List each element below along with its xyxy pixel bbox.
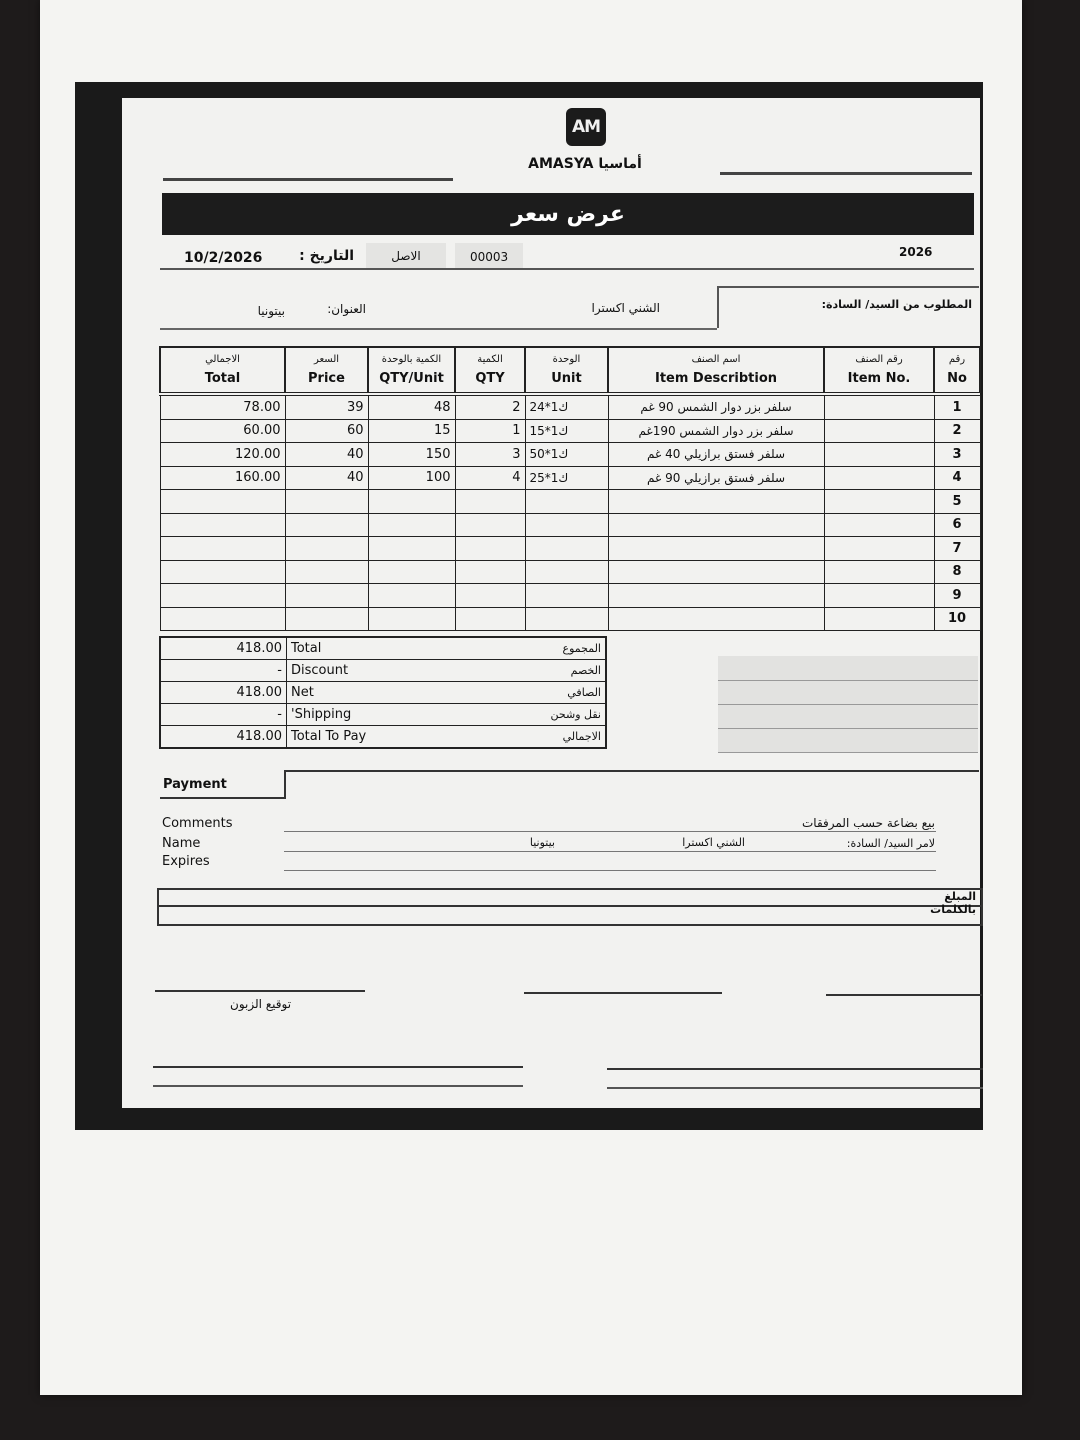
row-price	[285, 560, 368, 584]
totals-row	[160, 682, 606, 704]
order-of-label: لامر السيد/ السادة:	[846, 837, 935, 850]
customer-name: الشني اكسترا	[591, 301, 660, 315]
expires-line	[284, 870, 936, 871]
row-total: 78.00	[160, 394, 285, 419]
name-label: Name	[162, 836, 201, 851]
table-row	[160, 537, 980, 561]
totals-table	[159, 636, 607, 749]
footer-line	[153, 1066, 523, 1068]
row-qty: 3	[455, 443, 525, 467]
row-qty-unit	[368, 560, 455, 584]
col-header-unit: الوحدة Unit	[525, 347, 608, 394]
totals-row	[160, 660, 606, 682]
row-price	[285, 584, 368, 608]
comments-line	[284, 831, 936, 832]
row-qty	[455, 537, 525, 561]
row-item-no	[824, 394, 934, 419]
row-number: 7	[934, 537, 980, 561]
row-total	[160, 537, 285, 561]
totals-amount: -	[160, 660, 287, 682]
totals-label-ar: الصافي	[446, 682, 606, 704]
row-number: 1	[934, 394, 980, 419]
row-qty-unit	[368, 537, 455, 561]
notes-line	[718, 728, 978, 729]
table-row	[160, 560, 980, 584]
row-qty	[455, 490, 525, 514]
year-value: 2026	[899, 245, 933, 259]
row-description	[608, 584, 824, 608]
col-header-qty-unit: الكمية بالوحدة QTY/Unit	[368, 347, 455, 394]
order-of-name: الشني اكسترا	[682, 836, 745, 849]
payment-label: Payment	[163, 777, 227, 792]
table-row	[160, 513, 980, 537]
row-qty-unit: 100	[368, 466, 455, 490]
row-item-no	[824, 419, 934, 443]
row-item-no	[824, 443, 934, 467]
col-header-total: الاجمالي Total	[160, 347, 285, 394]
totals-label-en: Total To Pay	[287, 726, 447, 749]
expires-label: Expires	[162, 854, 210, 869]
date-label: التاريخ :	[299, 248, 354, 264]
row-total: 160.00	[160, 466, 285, 490]
totals-label-en: Net	[287, 682, 447, 704]
company-brand	[520, 156, 650, 172]
row-price: 40	[285, 466, 368, 490]
row-qty-unit	[368, 513, 455, 537]
row-unit	[525, 537, 608, 561]
table-row	[160, 394, 980, 419]
row-number: 2	[934, 419, 980, 443]
totals-label-en: Discount	[287, 660, 447, 682]
row-total	[160, 513, 285, 537]
row-qty-unit	[368, 607, 455, 631]
row-price	[285, 607, 368, 631]
signature-line	[524, 992, 722, 994]
customer-signature-label: توقيع الزبون	[230, 997, 292, 1011]
table-row	[160, 443, 980, 467]
row-unit: ك1*15	[525, 419, 608, 443]
signature-line	[155, 990, 365, 992]
row-unit: ك1*25	[525, 466, 608, 490]
row-total	[160, 584, 285, 608]
totals-amount: -	[160, 704, 287, 726]
header-rule-left	[163, 178, 453, 181]
row-description	[608, 560, 824, 584]
row-price: 39	[285, 394, 368, 419]
col-header-no: رقم No	[934, 347, 980, 394]
row-number: 6	[934, 513, 980, 537]
row-description: سلفر بزر دوار الشمس 190غم	[608, 419, 824, 443]
customer-rule	[160, 328, 717, 330]
row-number: 9	[934, 584, 980, 608]
footer-line	[607, 1087, 983, 1089]
items-table	[159, 346, 981, 631]
comments-label: Comments	[162, 816, 233, 831]
row-number: 3	[934, 443, 980, 467]
row-description	[608, 537, 824, 561]
notes-line	[718, 680, 978, 681]
footer-line	[153, 1085, 523, 1087]
totals-label-en: Total	[287, 637, 447, 660]
row-item-no	[824, 537, 934, 561]
totals-label-ar: الخصم	[446, 660, 606, 682]
row-price	[285, 490, 368, 514]
row-item-no	[824, 466, 934, 490]
amount-in-words-divider	[157, 905, 981, 907]
table-row	[160, 490, 980, 514]
comments-value: بيع بضاعة حسب المرفقات	[801, 816, 935, 830]
col-header-description: اسم الصنف Item Describtion	[608, 347, 824, 394]
row-qty-unit: 48	[368, 394, 455, 419]
totals-row	[160, 637, 606, 660]
row-unit	[525, 584, 608, 608]
name-line	[284, 851, 936, 852]
row-qty	[455, 513, 525, 537]
row-total	[160, 607, 285, 631]
row-total: 60.00	[160, 419, 285, 443]
row-total	[160, 490, 285, 514]
row-qty: 2	[455, 394, 525, 419]
row-price	[285, 537, 368, 561]
row-qty-unit: 15	[368, 419, 455, 443]
brand-arabic: أماسيا	[598, 156, 642, 172]
header-rule-right	[720, 172, 972, 175]
company-logo-icon: AM	[566, 108, 606, 146]
row-total: 120.00	[160, 443, 285, 467]
row-description: سلفر فستق برازيلي 40 غم	[608, 443, 824, 467]
customer-box-corner	[717, 286, 979, 328]
row-description: سلفر بزر دوار الشمس 90 غم	[608, 394, 824, 419]
row-price	[285, 513, 368, 537]
row-number: 4	[934, 466, 980, 490]
totals-row	[160, 704, 606, 726]
row-qty-unit	[368, 490, 455, 514]
table-row	[160, 607, 980, 631]
row-unit	[525, 513, 608, 537]
totals-label-ar: الاجمالي	[446, 726, 606, 749]
row-qty-unit	[368, 584, 455, 608]
totals-label-en: 'Shipping	[287, 704, 447, 726]
address-value: بيتونيا	[257, 304, 285, 318]
amount-in-words-label: المبلغ بالكلمات	[930, 890, 976, 916]
row-number: 10	[934, 607, 980, 631]
totals-amount: 418.00	[160, 682, 287, 704]
totals-amount: 418.00	[160, 637, 287, 660]
row-qty: 1	[455, 419, 525, 443]
totals-amount: 418.00	[160, 726, 287, 749]
col-header-item-no: رقم الصنف Item No.	[824, 347, 934, 394]
col-header-price: السعر Price	[285, 347, 368, 394]
row-qty	[455, 584, 525, 608]
row-description	[608, 607, 824, 631]
row-unit	[525, 490, 608, 514]
row-item-no	[824, 513, 934, 537]
col-header-qty: الكمية QTY	[455, 347, 525, 394]
info-rule	[160, 268, 974, 270]
document-title: عرض سعر	[162, 193, 974, 235]
table-row	[160, 419, 980, 443]
row-item-no	[824, 490, 934, 514]
original-label: الاصل	[391, 249, 421, 263]
notes-line	[718, 752, 978, 753]
table-row	[160, 584, 980, 608]
row-description	[608, 513, 824, 537]
row-unit	[525, 560, 608, 584]
row-unit: ك1*50	[525, 443, 608, 467]
row-unit: ك1*24	[525, 394, 608, 419]
date-value: 10/2/2026	[184, 250, 263, 266]
row-unit	[525, 607, 608, 631]
footer-line	[607, 1068, 983, 1070]
row-number: 5	[934, 490, 980, 514]
payment-rule	[284, 770, 979, 772]
row-qty: 4	[455, 466, 525, 490]
amount-in-words-box	[157, 888, 983, 926]
row-total	[160, 560, 285, 584]
row-item-no	[824, 584, 934, 608]
order-of-place: بيتونيا	[529, 836, 555, 849]
notes-line	[718, 704, 978, 705]
row-item-no	[824, 560, 934, 584]
totals-label-ar: نقل وشحن	[446, 704, 606, 726]
requested-from-label: المطلوب من السيد/ السادة:	[821, 298, 972, 311]
table-row	[160, 466, 980, 490]
row-number: 8	[934, 560, 980, 584]
items-header-row	[160, 347, 980, 394]
address-label: العنوان:	[327, 302, 366, 316]
row-item-no	[824, 607, 934, 631]
doc-number: 00003	[470, 250, 509, 264]
row-qty	[455, 560, 525, 584]
row-qty-unit: 150	[368, 443, 455, 467]
row-price: 40	[285, 443, 368, 467]
row-description	[608, 490, 824, 514]
totals-label-ar: المجموع	[446, 637, 606, 660]
row-qty	[455, 607, 525, 631]
row-price: 60	[285, 419, 368, 443]
brand-latin: AMASYA	[528, 156, 594, 172]
row-description: سلفر فستق برازيلي 90 غم	[608, 466, 824, 490]
signature-line	[826, 994, 982, 996]
totals-row	[160, 726, 606, 749]
